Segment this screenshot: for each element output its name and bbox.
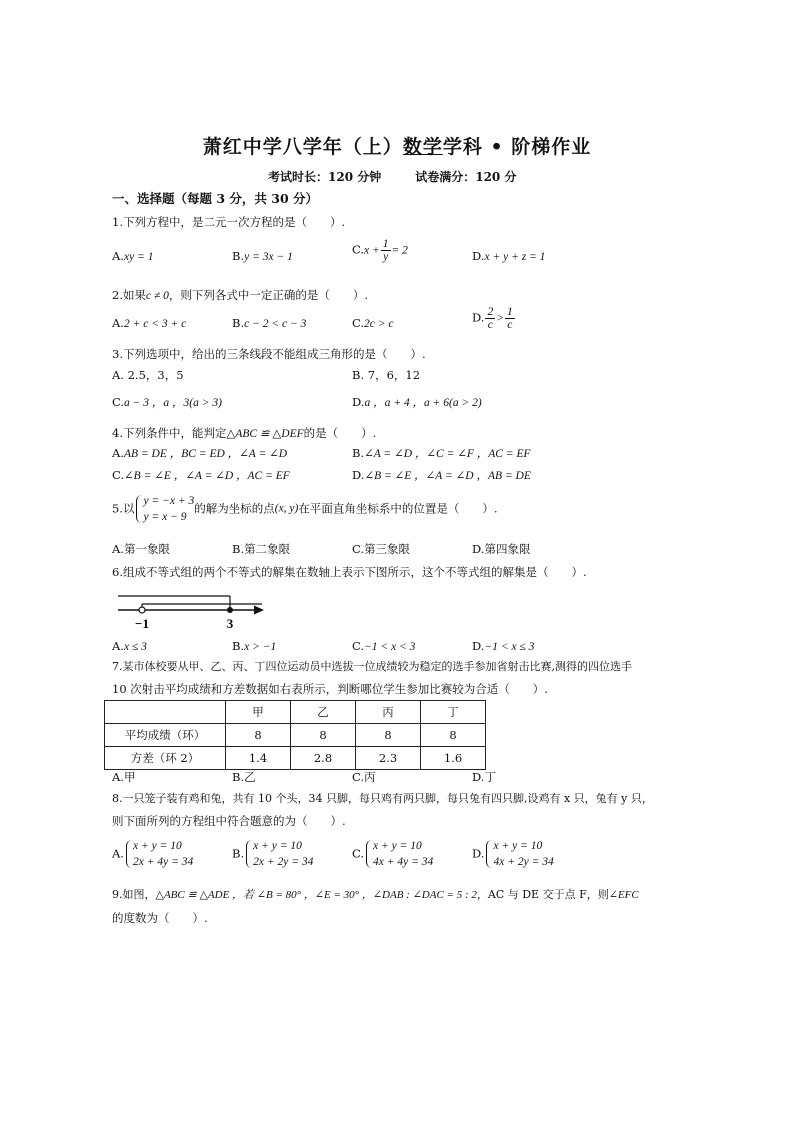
q7-option-a: A.甲 (112, 770, 136, 784)
q1-option-b: B.y = 3x − 1 (232, 249, 293, 263)
table-cell (105, 701, 226, 724)
table-cell: 2.8 (291, 747, 356, 770)
title-subject: 数学 (402, 136, 443, 158)
question-9-stem-line1: 9.如图，△ABC ≌ △ADE ，若 ∠B = 80° ，∠E = 30° ，∠DAB : ∠DAC = 5 : 2，AC 与 DE 交于点 F，则∠EFC (112, 888, 639, 901)
exam-time: 考试时长：120 分钟 (268, 170, 382, 184)
exam-score: 试卷满分：120 分 (415, 170, 517, 184)
page-title (0, 137, 794, 159)
q3-option-c: C.a − 3 ，a ，3(a > 3) (112, 395, 222, 409)
q3-option-a: A. 2.5，3，5 (112, 368, 184, 382)
q2-option-d: D. $\frac{2}{c}$ > $\frac{1}{c}$ (472, 306, 513, 332)
number-line-figure (112, 588, 282, 630)
q2-option-c: C.2c > c (352, 316, 394, 330)
q1-option-a: A.xy = 1 (112, 249, 154, 263)
q1-option-c: C.x + $\frac{1}{y}$ = 2 (352, 238, 408, 264)
question-8-stem-line2: 则下面所列的方程组中符合题意的为（ ）. (112, 814, 346, 828)
table-cell: 1.6 (421, 747, 486, 770)
table-cell: 8 (421, 724, 486, 747)
table-cell: 2.3 (356, 747, 421, 770)
table-cell: 丁 (421, 701, 486, 724)
q3-option-b: B. 7，6，12 (352, 368, 421, 382)
question-7-stem-line1: 7.某市体校要从甲、乙、丙、丁四位运动员中选拔一位成绩较为稳定的选手参加省射击比赛,测得的四位选手 (112, 660, 632, 673)
question-7-stem-line2: 10 次射击平均成绩和方差数据如右表所示，判断哪位学生参加比赛较为合适（ ）. (112, 682, 548, 696)
q5-option-d: D.第四象限 (472, 542, 531, 556)
question-1-stem: 1.下列方程中，是二元一次方程的是（ ）. (112, 215, 346, 229)
tick-label-minus-one: −1 (135, 616, 149, 630)
table-cell: 平均成绩（环） (105, 724, 226, 747)
table-header-row (105, 701, 486, 724)
q7-option-c: C.丙 (352, 770, 376, 784)
q6-option-b: B.x > −1 (232, 639, 277, 653)
q8-option-a: A. x + y = 10 2x + 4y = 34 (112, 838, 193, 870)
table-cell: 8 (356, 724, 421, 747)
question-5-stem: 5.以 y = −x + 3 y = x − 9 的解为坐标的点(x, y)在平面直角坐标系中的位置是（ ）. (112, 493, 498, 525)
question-8-stem-line1: 8.一只笼子装有鸡和兔，共有 10 个头，34 只脚，每只鸡有两只脚，每只兔有四只脚,设鸡有 x 只，兔有 y 只， (112, 792, 653, 805)
q5-option-c: C.第三象限 (352, 542, 411, 556)
question-6-stem: 6.组成不等式组的两个不等式的解集在数轴上表示下图所示，这个不等式组的解集是（ ）. (112, 565, 587, 579)
table-row (105, 724, 486, 747)
table-cell: 8 (226, 724, 291, 747)
q3-option-d: D.a ，a + 4 ，a + 6(a > 2) (352, 395, 482, 409)
q6-option-a: A.x ≤ 3 (112, 639, 147, 653)
table-cell: 乙 (291, 701, 356, 724)
question-9-stem-line2: 的度数为（ ）. (112, 911, 208, 925)
title-part: 学科 • 阶梯作业 (442, 136, 592, 158)
exam-meta (268, 171, 516, 185)
q6-option-c: C.−1 < x < 3 (352, 639, 416, 653)
section-heading: 一、选择题（每题 3 分，共 30 分） (112, 191, 319, 206)
q4-option-c: C.∠B = ∠E ，∠A = ∠D ，AC = EF (112, 468, 290, 482)
q8-option-b: B. x + y = 10 2x + 2y = 34 (232, 838, 313, 870)
table-cell: 8 (291, 724, 356, 747)
q2-option-b: B.c − 2 < c − 3 (232, 316, 307, 330)
q2-option-a: A.2 + c < 3 + c (112, 316, 187, 330)
q1-option-d: D.x + y + z = 1 (472, 249, 546, 263)
q7-option-d: D.丁 (472, 770, 496, 784)
table-row (105, 747, 486, 770)
tick-label-three: 3 (226, 616, 234, 630)
equation-system: y = −x + 3 y = x − 9 (134, 493, 194, 525)
table-cell: 甲 (226, 701, 291, 724)
score-table (104, 700, 486, 770)
title-part: 萧红中学八学年（上） (202, 136, 403, 158)
q4-option-d: D.∠B = ∠E ，∠A = ∠D ，AB = DE (352, 468, 531, 482)
q7-option-b: B.乙 (232, 770, 256, 784)
q4-option-a: A.AB = DE ，BC = ED ，∠A = ∠D (112, 446, 288, 460)
table-cell: 丙 (356, 701, 421, 724)
q5-option-b: B.第二象限 (232, 542, 291, 556)
question-4-stem: 4.下列条件中，能判定△ABC ≌ △DEF的是（ ）. (112, 426, 377, 440)
open-circle-point (139, 607, 145, 613)
q8-option-d: D. x + y = 10 4x + 2y = 34 (472, 838, 554, 870)
q4-option-b: B.∠A = ∠D ，∠C = ∠F ，AC = EF (352, 446, 531, 460)
closed-circle-point (227, 607, 233, 613)
q5-option-a: A.第一象限 (112, 542, 170, 556)
question-3-stem: 3.下列选项中，给出的三条线段不能组成三角形的是（ ）. (112, 347, 426, 361)
axis-arrow (254, 606, 264, 615)
q6-option-d: D.−1 < x ≤ 3 (472, 639, 535, 653)
q8-option-c: C. x + y = 10 4x + 4y = 34 (352, 838, 433, 870)
table-cell: 方差（环 2） (105, 747, 226, 770)
question-2-stem: 2.如果c ≠ 0，则下列各式中一定正确的是（ ）. (112, 288, 369, 302)
table-cell: 1.4 (226, 747, 291, 770)
